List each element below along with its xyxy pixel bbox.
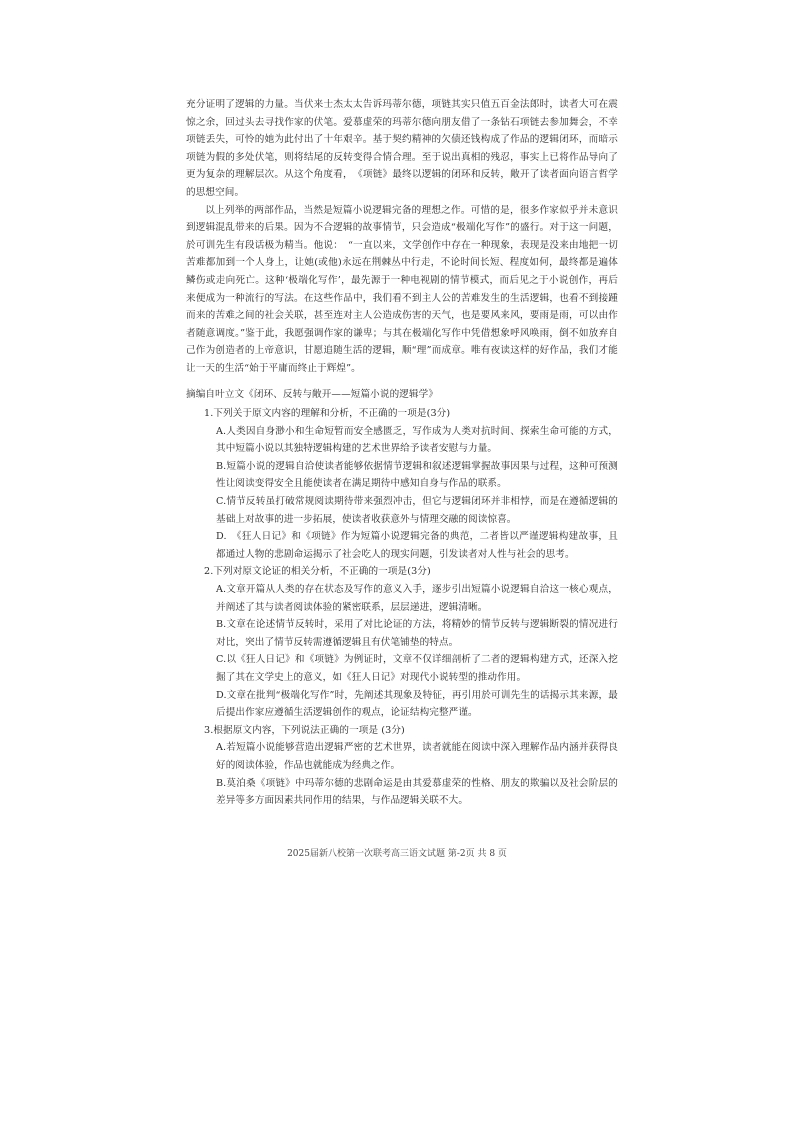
page-footer: 2025届新八校第一次联考高三语文试题 第-2页 共 8 页 <box>287 849 507 859</box>
question-option: B.莫泊桑《项链》中玛蒂尔德的悲剧命运是由其爱慕虚荣的性格、朋友的欺骗以及社会阶层的差异等多方面因素共同作用的结果，与作品逻辑关联不大。 <box>216 777 618 807</box>
question-stem: 1.下列关于原文内容的理解和分析，不正确的一项是(3分) <box>204 408 451 420</box>
passage-paragraph: 充分证明了逻辑的力量。当伏来士杰太太告诉玛蒂尔德，项链其实只值五百金法郎时，读者大可在震惊之余，回过头去寻找作家的伏笔。爱慕虚荣的玛蒂尔德向朋友借了一条钻石项链去参加舞会，不幸项链丢失，可怜的她为此付出了十年艰辛。基于契约精神的欠债还钱构成了作品的逻辑闭环，而暗示项链为假的多处伏笔，则将结尾的反转变得合情合理。至于说出真相的残忍，事实上已将作品导向了更为复杂的理解层次。从这个角度看， 《项链》最终以逻辑的闭环和反转，敞开了读者面向语言哲学的思想空间。 <box>186 99 618 198</box>
passage-source: 摘编自叶立文《闭环、反转与敞开——短篇小说的逻辑学》 <box>186 388 439 400</box>
question-stem: 2.下列对原文论证的相关分析，不正确的一项是(3分) <box>204 566 431 578</box>
question-option: A.文章开篇从人类的存在状态及写作的意义入手，逐步引出短篇小说逻辑自洽这一核心观点，并阐述了其与读者阅读体验的紧密联系，层层递进，逻辑清晰。 <box>216 584 618 613</box>
question-option: D.文章在批判“极端化写作”时，先阐述其现象及特征，再引用於可训先生的话揭示其来源，最后提出作家应遵循生活逻辑创作的观点，论证结构完整严谨。 <box>216 689 618 719</box>
question-option: C.以《狂人日记》和《项链》为例证时，文章不仅详细剖析了二者的逻辑构建方式，还深入挖掘了其在文学史上的意义，如《狂人日记》对现代小说转型的推动作用。 <box>216 654 618 683</box>
question-option: B.文章在论述情节反转时，采用了对比论证的方法，将精妙的情节反转与逻辑断裂的情况进行对比，突出了情节反转需遵循逻辑且有伏笔铺垫的特点。 <box>216 619 618 648</box>
page-content <box>186 96 618 810</box>
question-option: B.短篇小说的逻辑自洽使读者能够依据情节逻辑和叙述逻辑掌握故事因果与过程，这种可预测性让阅读变得安全且能使读者在满足期待中感知自身与作品的联系。 <box>216 460 618 490</box>
question-option: D. 《狂人日记》和《项链》作为短篇小说逻辑完备的典范，二者皆以严谨逻辑构建故事，且都通过人物的悲剧命运揭示了社会吃人的现实问题，引发读者对人性与社会的思考。 <box>216 531 618 560</box>
question-option: C.情节反转虽打破常规阅读期待带来强烈冲击，但它与逻辑闭环并非相悖，而是在遵循逻辑的基础上对故事的进一步拓展，使读者收获意外与情理交融的阅读惊喜。 <box>216 496 618 525</box>
question-stem: 3.根据原文内容，下列说法正确的一项是 (3分) <box>204 724 405 736</box>
question-option: A.人类因自身渺小和生命短暂而安全感匮乏，写作成为人类对抗时间、探索生命可能的方式，其中短篇小说以其独特逻辑构建的艺术世界给予读者安慰与力量。 <box>216 425 618 455</box>
passage-paragraph: 以上列举的两部作品，当然是短篇小说逻辑完备的理想之作。可惜的是，很多作家似乎并未意识到逻辑混乱带来的后果。因为不合逻辑的故事情节，只会造成“极端化写作”的盛行。对于这一问题，於可训先生有段话极为精当。他说： “一直以来，文学创作中存在一种现象，表现是没来由地把一切苦难都加到一个人身上，让她(或他)永远在荆棘丛中行走，不论时间长短、程度如何，最终都是遍体鳞伤或走向死亡。这种‘极端化写作’，最先源于一种电视剧的情节模式，而后见之于小说创作，再后来便成为一种流行的写法。在这些作品中，我们看不到主人公的苦难发生的生活逻辑，也看不到接踵而来的苦难之间的社会关联，甚至连对主人公造成伤害的天气，也是要风来风，要雨是雨，可以由作者随意调度。”鉴于此，我愿强调作家的谦卑；与其在极端化写作中凭借想象呼风唤雨，倒不如放弃自己作为创造者的上帝意识，甘愿追随生活的逻辑，顺“理”而成章。唯有夜读这样的好作品，我们才能让一天的生活“始于平庸而终止于辉煌”。 <box>186 204 618 374</box>
question-option: A.若短篇小说能够营造出逻辑严密的艺术世界，读者就能在阅读中深入理解作品内涵并获得良好的阅读体验，作品也就能成为经典之作。 <box>216 742 618 771</box>
